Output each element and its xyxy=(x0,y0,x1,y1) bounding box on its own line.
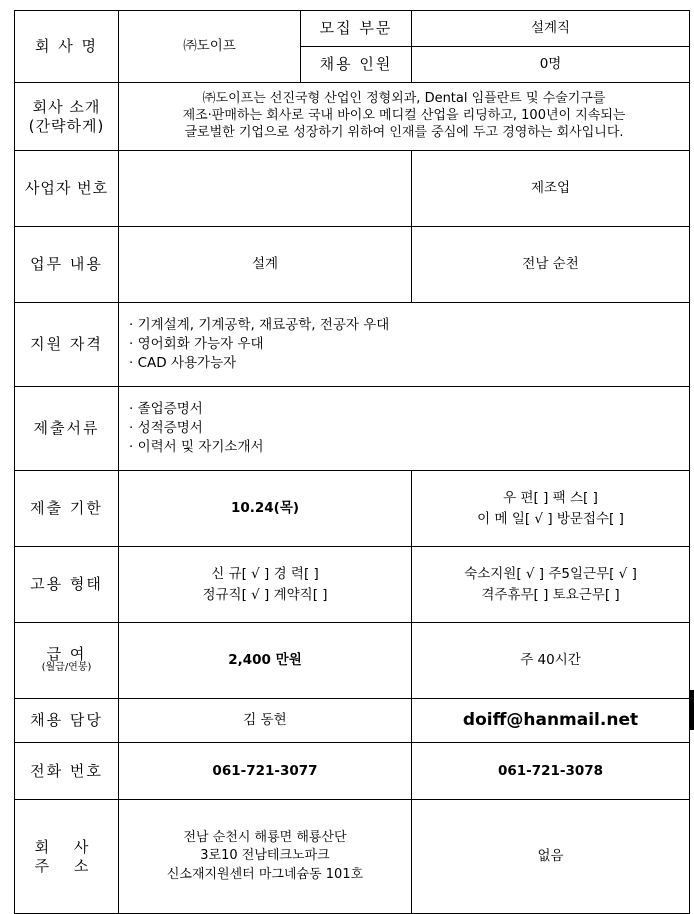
conditions-options xyxy=(412,547,690,623)
reg-no-label: 사업자 번호 xyxy=(15,151,119,227)
salary-label xyxy=(15,623,119,699)
address-label-line2: 주 소 xyxy=(19,857,114,876)
page-edge-divider xyxy=(690,690,694,730)
company-name-label: 회 사 명 xyxy=(15,11,119,83)
row-manager xyxy=(15,699,690,743)
email: doiff@hanmail.net xyxy=(412,699,690,743)
list-item: · 이력서 및 자기소개서 xyxy=(129,439,685,456)
list-item: · 영어회화 가능자 우대 xyxy=(129,336,685,353)
manager: 김 동현 xyxy=(119,699,412,743)
deadline-label: 제출 기한 xyxy=(15,471,119,547)
qualifications-cell xyxy=(119,303,690,387)
conditions-line2: 격주휴무[ ] 토요근무[ ] xyxy=(416,587,685,604)
list-item: · CAD 사용가능자 xyxy=(129,355,685,372)
intro-text-line2: 제조·판매하는 회사로 국내 바이오 메디컬 산업을 리딩하고, 100년이 지속되는 xyxy=(123,108,685,125)
row-documents xyxy=(15,387,690,471)
row-address xyxy=(15,800,690,914)
salary-label-line2: (월급/연봉) xyxy=(19,663,114,674)
employment-type-label: 고용 형태 xyxy=(15,547,119,623)
intro-label-line1: 회사 소개 xyxy=(19,98,114,117)
intro-text xyxy=(119,83,690,151)
employment-type-line2: 정규직[ √ ] 계약직[ ] xyxy=(123,587,407,604)
list-item: · 기계설계, 기계공학, 재료공학, 전공자 우대 xyxy=(129,317,685,334)
address-line1: 전남 순천시 해룡면 해룡산단 xyxy=(123,829,407,847)
row-business xyxy=(15,151,690,227)
row-job xyxy=(15,227,690,303)
reg-no xyxy=(119,151,412,227)
address-line3: 신소재지원센터 마그네슘동 101호 xyxy=(123,866,407,884)
method-line2: 이 메 일[ √ ] 방문접수[ ] xyxy=(416,511,685,528)
qualifications-list xyxy=(123,317,685,372)
row-employment xyxy=(15,547,690,623)
job-posting-table xyxy=(14,10,690,914)
recruit-dept-label: 모집 부문 xyxy=(301,11,412,47)
list-item: · 성적증명서 xyxy=(129,420,685,437)
headcount-label: 채용 인원 xyxy=(301,47,412,83)
address-label-line1: 회 사 xyxy=(19,838,114,857)
documents-list xyxy=(123,401,685,456)
hours: 주 40시간 xyxy=(412,623,690,699)
row-submission xyxy=(15,471,690,547)
company-name: ㈜도이프 xyxy=(119,11,301,83)
row-phone xyxy=(15,743,690,800)
phone: 061-721-3077 xyxy=(119,743,412,800)
address-label xyxy=(15,800,119,914)
intro-label xyxy=(15,83,119,151)
row-company xyxy=(15,11,690,47)
intro-text-line3: 글로벌한 기업으로 성장하기 위하여 인재를 중심에 두고 경영하는 회사입니다. xyxy=(123,125,685,142)
recruit-dept: 설계직 xyxy=(412,11,690,47)
list-item: · 졸업증명서 xyxy=(129,401,685,418)
conditions-line1: 숙소지원[ √ ] 주5일근무[ √ ] xyxy=(416,566,685,583)
location: 전남 순천 xyxy=(412,227,690,303)
industry: 제조업 xyxy=(412,151,690,227)
homepage: 없음 xyxy=(412,800,690,914)
row-qualifications xyxy=(15,303,690,387)
salary-label-line1: 급 여 xyxy=(19,647,114,663)
documents-cell xyxy=(119,387,690,471)
address-text xyxy=(119,800,412,914)
manager-label: 채용 담당 xyxy=(15,699,119,743)
documents-label: 제출서류 xyxy=(15,387,119,471)
fax: 061-721-3078 xyxy=(412,743,690,800)
job-posting-form xyxy=(14,10,689,738)
intro-label-line2: (간략하게) xyxy=(19,117,114,136)
employment-type-line1: 신 규[ √ ] 경 력[ ] xyxy=(123,566,407,583)
qualifications-label: 지원 자격 xyxy=(15,303,119,387)
address-line2: 3로10 전남테크노파크 xyxy=(123,847,407,865)
employment-type-options xyxy=(119,547,412,623)
phone-label: 전화 번호 xyxy=(15,743,119,800)
duty-label: 업무 내용 xyxy=(15,227,119,303)
method-options xyxy=(412,471,690,547)
headcount: 0명 xyxy=(412,47,690,83)
duty: 설계 xyxy=(119,227,412,303)
deadline: 10.24(목) xyxy=(119,471,412,547)
salary-amount: 2,400 만원 xyxy=(119,623,412,699)
row-salary xyxy=(15,623,690,699)
row-intro xyxy=(15,83,690,151)
method-line1: 우 편[ ] 팩 스[ ] xyxy=(416,490,685,507)
intro-text-line1: ㈜도이프는 선진국형 산업인 정형외과, Dental 임플란트 및 수술기구를 xyxy=(123,91,685,108)
